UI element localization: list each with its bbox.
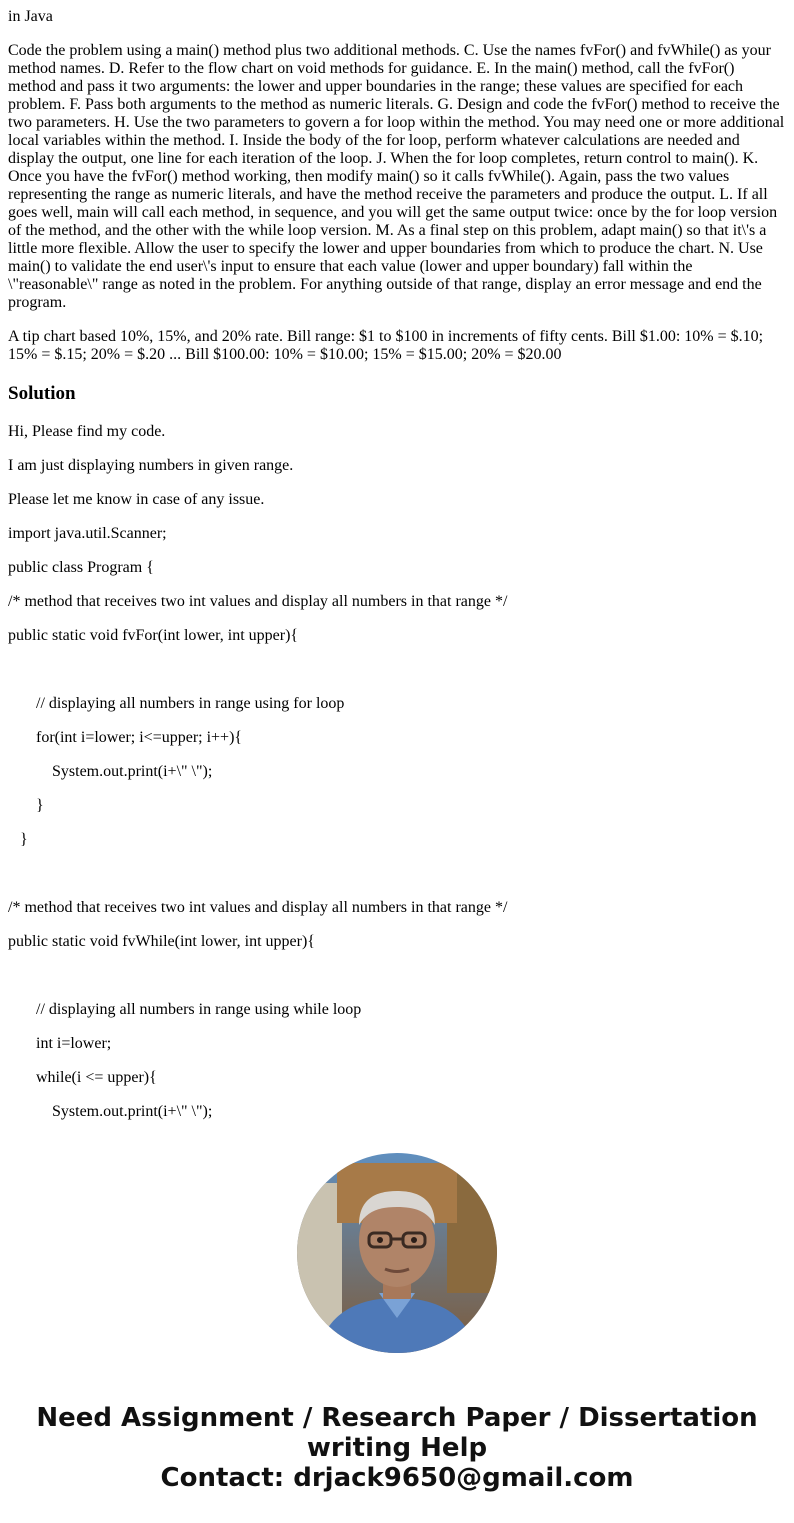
solution-heading: Solution: [8, 383, 76, 404]
code-line: System.out.print(i+\" \");: [52, 1103, 213, 1120]
solution-line: Please let me know in case of any issue.: [8, 491, 265, 508]
footer-contact-email: Contact: drjack9650@gmail.com: [160, 1463, 634, 1493]
avatar-portrait-icon: [297, 1153, 497, 1353]
code-line: while(i <= upper){: [36, 1069, 157, 1086]
footer-line: Need Assignment / Research Paper / Dissertation: [36, 1403, 758, 1433]
code-line: public static void fvFor(int lower, int upper){: [8, 627, 299, 644]
code-line: }: [20, 831, 28, 848]
code-line: System.out.print(i+\" \");: [52, 763, 213, 780]
solution-line: I am just displaying numbers in given range.: [8, 457, 294, 474]
tip-chart-spec: A tip chart based 10%, 15%, and 20% rate. Bill range: $1 to $100 in increments of fifty cents. Bill $1.00: 10% = $.10; 15% = $.15; 20% = $.20 ... Bill $100.00: 10% = $10.00; 15% = $15.00; 20% = $20.00: [8, 328, 764, 363]
code-line: }: [36, 797, 44, 814]
code-comment: /* method that receives two int values and display all numbers in that range */: [8, 899, 508, 916]
solution-line: Hi, Please find my code.: [8, 423, 166, 440]
code-comment: // displaying all numbers in range using for loop: [36, 695, 345, 712]
code-comment: /* method that receives two int values and display all numbers in that range */: [8, 593, 508, 610]
code-line: import java.util.Scanner;: [8, 525, 167, 542]
avatar: [297, 1153, 497, 1353]
code-comment: // displaying all numbers in range using while loop: [36, 1001, 362, 1018]
code-line: for(int i=lower; i<=upper; i++){: [36, 729, 243, 746]
footer-line: writing Help: [306, 1433, 488, 1463]
footer-contact-banner: [0, 1403, 794, 1493]
question-body: Code the problem using a main() method plus two additional methods. C. Use the names fvFor() and fvWhile() as your method names. D. Refer to the flow chart on void methods for guidance. E. In the main() method, call the fvFor() method and pass it two arguments: the lower and upper boundaries in the range; these values are specified for each problem. F. Pass both arguments to the method as numeric literals. G. Design and code the fvFor() method to receive the two parameters. H. Use the two parameters to govern a for loop within the method. You may need one or more additional local variables within the method. I. Inside the body of the for loop, perform whatever calculations are needed and display the output, one line for each iteration of the loop. J. When the for loop completes, return control to main(). K. Once you have the fvFor() method working, then modify main() so it calls fvWhile(). Again, pass the two values representing the range as numeric literals, and have the method receive the parameters and produce the output. L. If all goes well, main will call each method, in sequence, and you will get the same output twice: once by the for loop version of the method, and the other with the while loop version. M. As a final step on this problem, adapt main() so that it\'s a little more flexible. Allow the user to specify the lower and upper boundaries from which to produce the chart. N. Use main() to validate the end user\'s input to ensure that each value (lower and upper boundary) fall within the \"reasonable\" range as noted in the problem. For anything outside of that range, display an error message and end the program.: [8, 42, 785, 311]
question-intro: in Java: [8, 8, 53, 25]
code-line: public class Program {: [8, 559, 154, 576]
code-line: public static void fvWhile(int lower, int upper){: [8, 933, 315, 950]
code-line: int i=lower;: [36, 1035, 112, 1052]
